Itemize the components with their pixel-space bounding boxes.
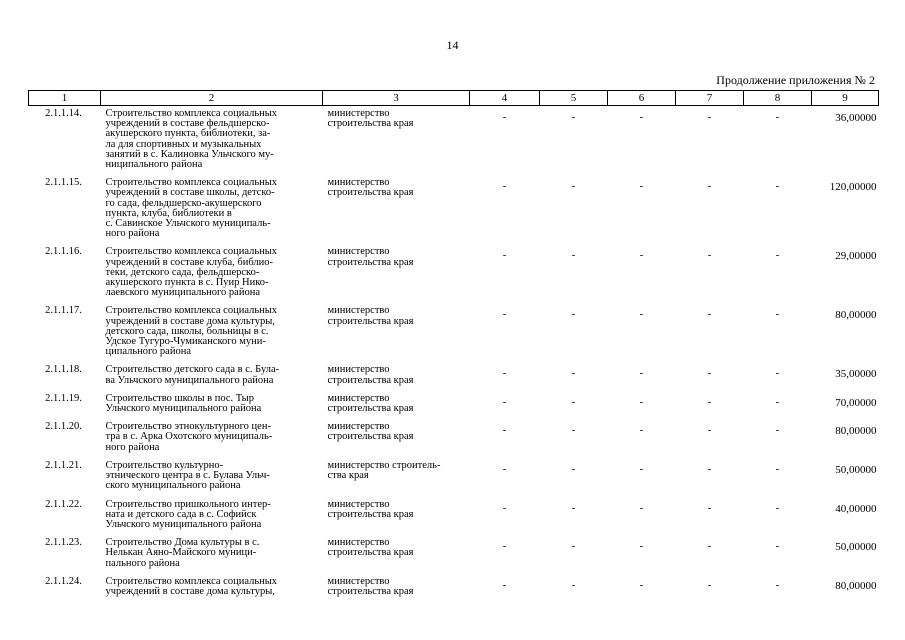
column-header-2: 2 [101,91,323,106]
cell-col-4: - [502,396,507,408]
cell-col-5: - [571,502,576,514]
table-row [29,244,879,303]
table-body [29,106,879,603]
cell-col-7: - [707,502,712,514]
row-amount: 35,00000 [835,368,877,381]
table-row [29,419,879,458]
description-line: ного района [105,441,160,453]
table-row [29,574,879,602]
row-amount: 80,00000 [835,579,877,592]
responsible-line: строительства края [327,315,414,327]
responsible-line: строительства края [327,118,414,130]
cell-col-8: - [775,579,780,591]
cell-col-8: - [775,502,780,514]
cell-col-4: - [502,112,507,123]
row-amount: 29,00000 [835,250,877,263]
column-header-8: 8 [744,91,812,106]
table-row [29,497,879,536]
description-line: пункта, клуба, библиотеки в [105,207,232,219]
responsible-line: министерство [327,575,390,587]
cell-col-5: - [571,309,576,321]
cell-col-8: - [775,250,780,262]
cell-col-8: - [775,309,780,321]
responsible-line: министерство [327,246,390,258]
row-responsible [323,419,470,458]
cell-col-6: - [639,368,644,380]
table-row [29,175,879,244]
description-line: Ульчского муниципального района [105,403,262,415]
description-line: ского муниципального района [105,480,241,492]
row-amount: 50,00000 [835,463,877,476]
row-responsible [323,458,470,497]
cell-col-6: - [639,463,644,475]
description-line: ного района [105,228,160,240]
cell-col-8: - [775,368,780,380]
cell-col-6: - [639,541,644,553]
description-line: Строительство культурно- [105,459,224,471]
row-responsible [323,391,470,419]
responsible-line: строительства края [327,585,414,597]
row-number: 2.1.1.18. [45,364,82,376]
cell-col-5: - [571,368,576,380]
continuation-label: Продолжение приложения № 2 [716,73,875,87]
table-row [29,303,879,362]
row-amount: 70,00000 [835,396,877,409]
responsible-line: министерство [327,177,390,189]
row-responsible [323,574,470,602]
cell-col-5: - [571,181,576,193]
cell-col-6: - [639,112,644,123]
column-header-9: 9 [812,91,879,106]
responsible-line: министерство [327,498,390,510]
cell-col-7: - [707,396,712,408]
row-description [101,106,323,176]
description-line: акушерского пункта в с. Пуир Нико- [105,277,269,289]
responsible-line: министерство [327,537,390,549]
description-line: пального района [105,557,180,569]
cell-col-8: - [775,112,780,123]
cell-col-4: - [502,368,507,380]
cell-col-5: - [571,541,576,553]
row-description [101,574,323,602]
cell-col-7: - [707,181,712,193]
program-table-grid [28,90,879,602]
row-description [101,497,323,536]
cell-col-8: - [775,425,780,437]
responsible-line: строительства края [327,374,414,386]
row-number: 2.1.1.16. [45,246,82,258]
responsible-line: строительства края [327,508,414,520]
row-responsible [323,535,470,574]
responsible-line: строительства края [327,431,414,443]
cell-col-4: - [502,309,507,321]
responsible-line: строительства края [327,187,414,199]
description-line: Строительство комплекса социальных [105,305,278,317]
row-responsible [323,362,470,390]
column-header-5: 5 [540,91,608,106]
description-line: учреждений в составе дома культуры, [105,315,275,327]
description-line: Строительство комплекса социальных [105,246,278,258]
row-responsible [323,106,470,176]
row-responsible [323,244,470,303]
table-row [29,535,879,574]
row-number: 2.1.1.20. [45,421,82,433]
description-line: ниципального района [105,159,203,171]
cell-col-6: - [639,250,644,262]
description-line: этнического центра в с. Булава Ульч- [105,470,270,482]
row-description [101,303,323,362]
cell-col-6: - [639,425,644,437]
cell-col-6: - [639,502,644,514]
description-line: занятий в с. Калиновка Ульчского му- [105,148,274,160]
description-line: лаевского муниципального района [105,287,260,299]
description-line: Строительство комплекса социальных [105,575,278,587]
row-amount: 36,00000 [835,112,877,124]
cell-col-6: - [639,396,644,408]
description-line: учреждений в составе дома культуры, [105,585,275,597]
row-description [101,244,323,303]
column-header-1: 1 [29,91,101,106]
row-description [101,391,323,419]
description-line: учреждений в составе клуба, библио- [105,256,274,268]
row-number: 2.1.1.19. [45,392,82,404]
description-line: Строительство пришкольного интер- [105,498,271,510]
row-number: 2.1.1.15. [45,177,82,189]
description-line: ла для спортивных и музыкальных [105,138,262,150]
cell-col-4: - [502,463,507,475]
cell-col-4: - [502,181,507,193]
row-description [101,535,323,574]
cell-col-6: - [639,309,644,321]
table-row [29,391,879,419]
responsible-line: министерство строитель- [327,459,441,471]
cell-col-7: - [707,112,712,123]
cell-col-4: - [502,541,507,553]
cell-col-7: - [707,250,712,262]
description-line: теки, детского сада, фельдшерско- [105,266,260,278]
row-number: 2.1.1.14. [45,108,82,119]
description-line: Строительство комплекса социальных [105,108,278,119]
responsible-line: министерство [327,392,390,404]
row-number: 2.1.1.21. [45,459,82,471]
cell-col-6: - [639,181,644,193]
description-line: Строительство Дома культуры в с. [105,537,260,549]
row-amount: 40,00000 [835,502,877,515]
cell-col-5: - [571,425,576,437]
column-header-6: 6 [608,91,676,106]
description-line: Строительство детского сада в с. Була- [105,364,280,376]
responsible-line: министерство [327,421,390,433]
row-amount: 80,00000 [835,309,877,322]
program-table [28,90,878,602]
row-number: 2.1.1.24. [45,575,82,587]
table-row [29,106,879,176]
description-line: Ульчского муниципального района [105,518,262,530]
row-number: 2.1.1.23. [45,537,82,549]
row-amount: 50,00000 [835,541,877,554]
row-description [101,362,323,390]
cell-col-5: - [571,579,576,591]
cell-col-4: - [502,425,507,437]
description-line: ната и детского сада в с. Софийск [105,508,257,520]
description-line: тра в с. Арка Охотского муниципаль- [105,431,273,443]
description-line: учреждений в составе школы, детско- [105,187,275,199]
cell-col-4: - [502,579,507,591]
table-row [29,458,879,497]
table-row [29,362,879,390]
cell-col-7: - [707,579,712,591]
responsible-line: министерство [327,108,390,119]
column-header-3: 3 [323,91,470,106]
row-description [101,175,323,244]
cell-col-7: - [707,541,712,553]
row-number: 2.1.1.22. [45,498,82,510]
row-responsible [323,497,470,536]
cell-col-7: - [707,309,712,321]
description-line: Строительство этнокультурного цен- [105,421,271,433]
description-line: с. Савинское Ульчского муниципаль- [105,218,271,230]
cell-col-5: - [571,250,576,262]
cell-col-7: - [707,425,712,437]
row-amount: 80,00000 [835,425,877,438]
cell-col-4: - [502,502,507,514]
responsible-line: строительства края [327,547,414,559]
table-header-row [29,91,879,106]
responsible-line: строительства края [327,256,414,268]
row-responsible [323,175,470,244]
cell-col-7: - [707,463,712,475]
row-responsible [323,303,470,362]
description-line: учреждений в составе фельдшерско- [105,118,270,130]
description-line: Удское Тугуро-Чумиканского муни- [105,336,266,348]
cell-col-8: - [775,541,780,553]
cell-col-8: - [775,181,780,193]
row-description [101,458,323,497]
description-line: Строительство школы в пос. Тыр [105,392,254,404]
cell-col-7: - [707,368,712,380]
column-header-4: 4 [470,91,540,106]
row-description [101,419,323,458]
row-amount: 120,00000 [829,181,877,194]
description-line: Строительство комплекса социальных [105,177,278,189]
description-line: ципального района [105,346,191,358]
responsible-line: министерство [327,364,390,376]
row-number: 2.1.1.17. [45,305,82,317]
column-header-7: 7 [676,91,744,106]
description-line: Нелькан Аяно-Майского муници- [105,547,257,559]
cell-col-5: - [571,112,576,123]
description-line: детского сада, школы, больницы в с. [105,325,269,337]
responsible-line: ства края [327,470,369,482]
description-line: го сада, фельдшерско-акушерского [105,197,262,209]
description-line: ва Ульчского муниципального района [105,374,274,386]
cell-col-8: - [775,396,780,408]
responsible-line: министерство [327,305,390,317]
cell-col-6: - [639,579,644,591]
description-line: акушерского пункта, библиотеки, за- [105,128,271,140]
cell-col-8: - [775,463,780,475]
cell-col-5: - [571,463,576,475]
cell-col-5: - [571,396,576,408]
responsible-line: строительства края [327,403,414,415]
page-number: 14 [446,38,459,52]
cell-col-4: - [502,250,507,262]
